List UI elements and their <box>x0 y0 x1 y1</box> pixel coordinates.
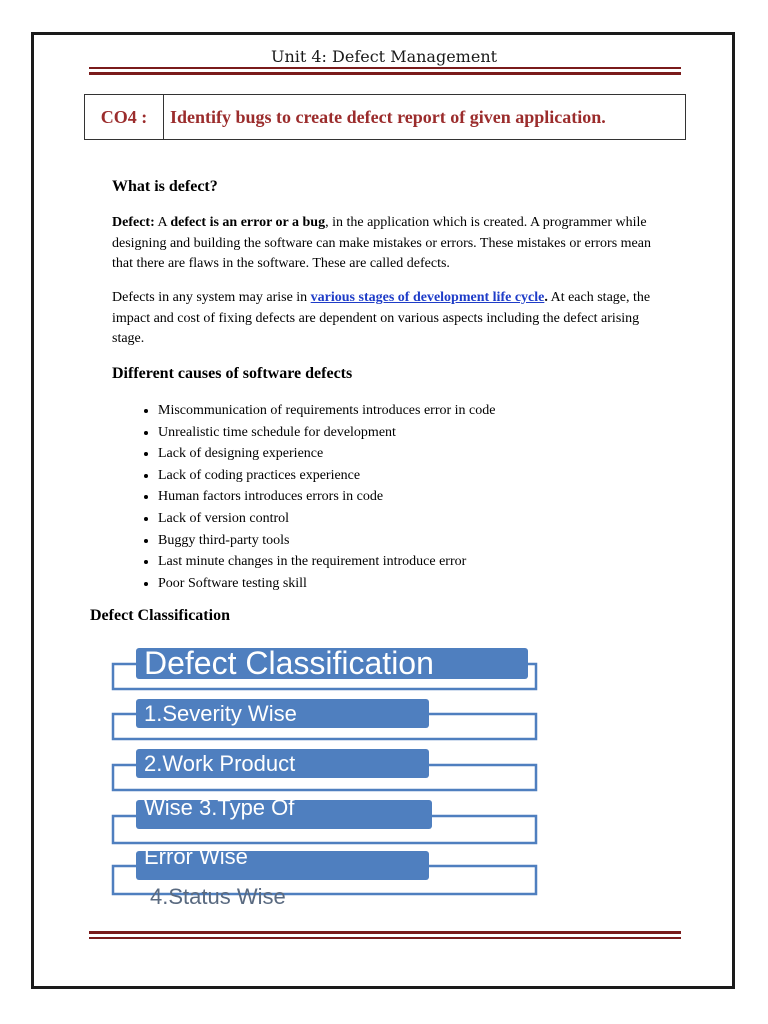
course-outcome-box <box>84 94 686 140</box>
diagram-node-root: Defect Classification <box>136 648 528 679</box>
course-outcome-code: CO4 : <box>85 95 164 139</box>
diagram-node-severity: 1.Severity Wise <box>136 699 429 728</box>
stages-dot: . <box>544 290 548 305</box>
list-item: • Lack of designing experience <box>158 443 495 465</box>
causes-list <box>133 400 495 594</box>
list-item: • Buggy third-party tools <box>158 530 495 552</box>
causes-heading: Different causes of software defects <box>112 365 353 382</box>
footer-rule-bottom <box>89 937 681 939</box>
list-item: • Lack of version control <box>158 508 495 530</box>
list-item: • Human factors introduces errors in code <box>158 486 495 508</box>
header-rule-bottom <box>89 72 681 75</box>
diagram-node-type-of: Wise 3.Type Of <box>136 800 432 829</box>
what-is-defect-heading: What is defect? <box>112 178 218 195</box>
page-header-title: Unit 4: Defect Management <box>270 47 498 66</box>
header-rule-top <box>89 67 681 69</box>
list-item: • Lack of coding practices experience <box>158 465 495 487</box>
diagram-node-error-wise: Error Wise <box>136 851 429 880</box>
definition-bold: defect is an error or a bug <box>170 215 326 230</box>
classification-heading: Defect Classification <box>90 607 230 624</box>
defect-definition-paragraph <box>112 213 672 275</box>
stages-pre: Defects in any system may arise in <box>112 290 311 305</box>
course-outcome-text: Identify bugs to create defect report of given application. <box>170 106 606 127</box>
defect-stages-paragraph <box>112 288 672 350</box>
list-item: • Miscommunication of requirements introduces error in code <box>158 400 495 422</box>
definition-rest: , in the application which is created. A programmer while designing and building the software can make mistakes or errors. These mistakes or errors mean that there are flaws in the software. These are called defects. <box>112 215 651 271</box>
definition-pre: A <box>154 215 171 230</box>
stages-rest: At each stage, the impact and cost of fixing defects are dependent on various aspects including the defect arising stage. <box>112 290 651 346</box>
list-item: • Unrealistic time schedule for development <box>158 422 495 444</box>
list-item: • Last minute changes in the requirement introduce error <box>158 551 495 573</box>
diagram-node-work-product: 2.Work Product <box>136 749 429 778</box>
list-item: • Poor Software testing skill <box>158 573 495 595</box>
definition-label: Defect: <box>112 215 155 230</box>
development-life-cycle-link[interactable]: various stages of development life cycle <box>310 290 545 305</box>
diagram-overflow-text: 4.Status Wise <box>150 884 286 909</box>
footer-rule-top <box>89 931 681 934</box>
